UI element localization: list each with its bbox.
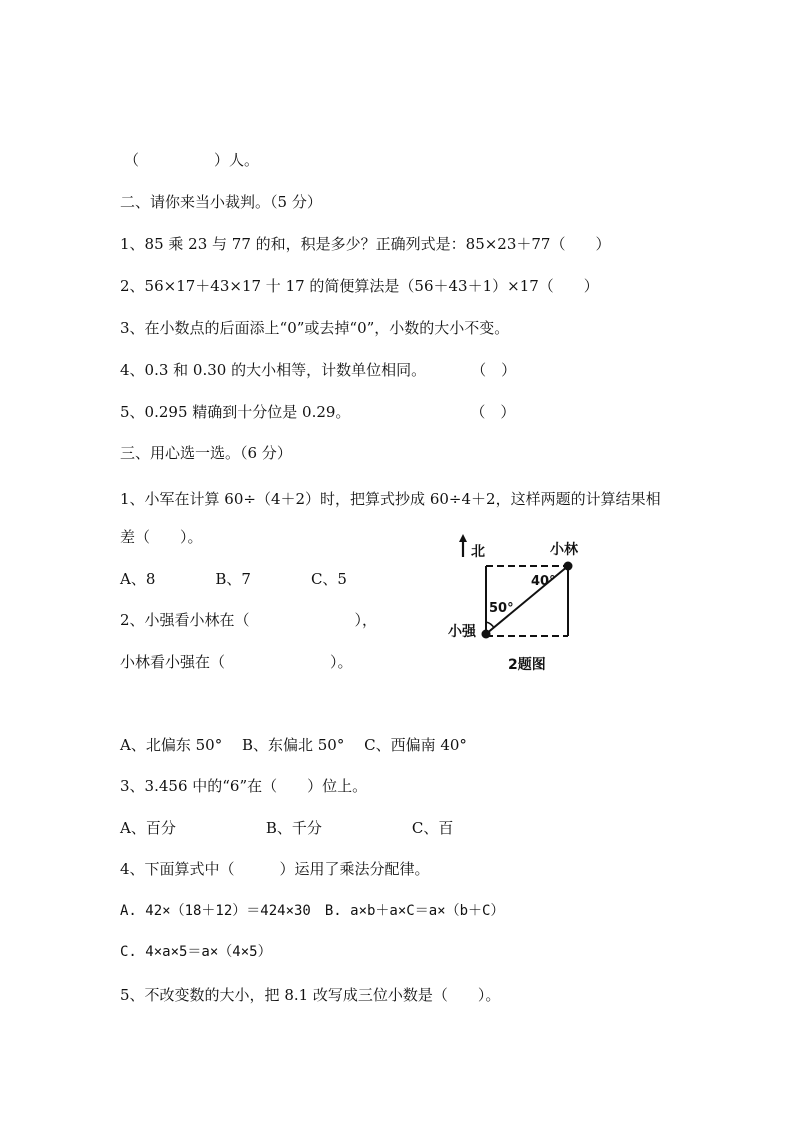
choice-question-4: 4、下面算式中（ ）运用了乘法分配律。	[120, 860, 430, 878]
section-3-heading: 三、用心选一选。（6 分）	[120, 444, 292, 462]
choice-question-2-line-2: 小林看小强在（ ）。	[120, 653, 353, 671]
choice-question-1-options: A、8 B、7 C、5	[120, 570, 347, 588]
choice-question-2-line-1: 2、小强看小林在（ ），	[120, 611, 378, 629]
angle-arc-bottom	[486, 622, 494, 628]
xiaoqiang-label: 小强	[448, 624, 476, 640]
sightline-diagonal	[486, 566, 568, 634]
carry-over-line: （ ）人。	[124, 151, 260, 169]
direction-figure	[438, 524, 614, 680]
direction-figure-svg	[438, 524, 614, 680]
judge-question-2: 2、56×17＋43×17 十 17 的简便算法是（56＋43＋1）×17（ ）	[120, 277, 599, 295]
xiaoqiang-point	[482, 630, 491, 639]
north-label: 北	[471, 544, 485, 560]
choice-question-2-options: A、北偏东 50° B、东偏北 50° C、西偏南 40°	[120, 736, 467, 754]
xiaolin-point	[564, 562, 573, 571]
choice-question-4-option-c: C. 4×a×5＝a×（4×5）	[120, 944, 272, 960]
choice-question-4-options-ab: A. 42×（18＋12）＝424×30 B. a×b＋a×C＝a×（b＋C）	[120, 903, 505, 919]
north-arrow-icon	[459, 534, 467, 542]
choice-question-1-line-2: 差（ ）。	[120, 528, 203, 546]
angle-label-40: 40°	[531, 574, 556, 589]
figure-caption: 2题图	[508, 657, 546, 673]
choice-question-3: 3、3.456 中的“6”在（ ）位上。	[120, 777, 368, 795]
section-2-heading: 二、请你来当小裁判。（5 分）	[120, 193, 322, 211]
judge-question-3: 3、在小数点的后面添上“0”或去掉“0”，小数的大小不变。	[120, 319, 510, 337]
choice-question-3-options: A、百分 B、千分 C、百	[120, 819, 454, 837]
choice-question-1-line-1: 1、小军在计算 60÷（4＋2）时，把算式抄成 60÷4＋2，这样两题的计算结果相	[120, 490, 661, 508]
xiaolin-label: 小林	[550, 542, 578, 558]
angle-label-50: 50°	[489, 601, 514, 616]
judge-question-1: 1、85 乘 23 与 77 的和，积是多少？正确列式是：85×23＋77（ ）	[120, 235, 611, 253]
judge-question-4: 4、0.3 和 0.30 的大小相等，计数单位相同。 （ ）	[120, 361, 517, 379]
choice-question-5: 5、不改变数的大小，把 8.1 改写成三位小数是（ ）。	[120, 986, 501, 1004]
judge-question-5: 5、0.295 精确到十分位是 0.29。 （ ）	[120, 403, 516, 421]
